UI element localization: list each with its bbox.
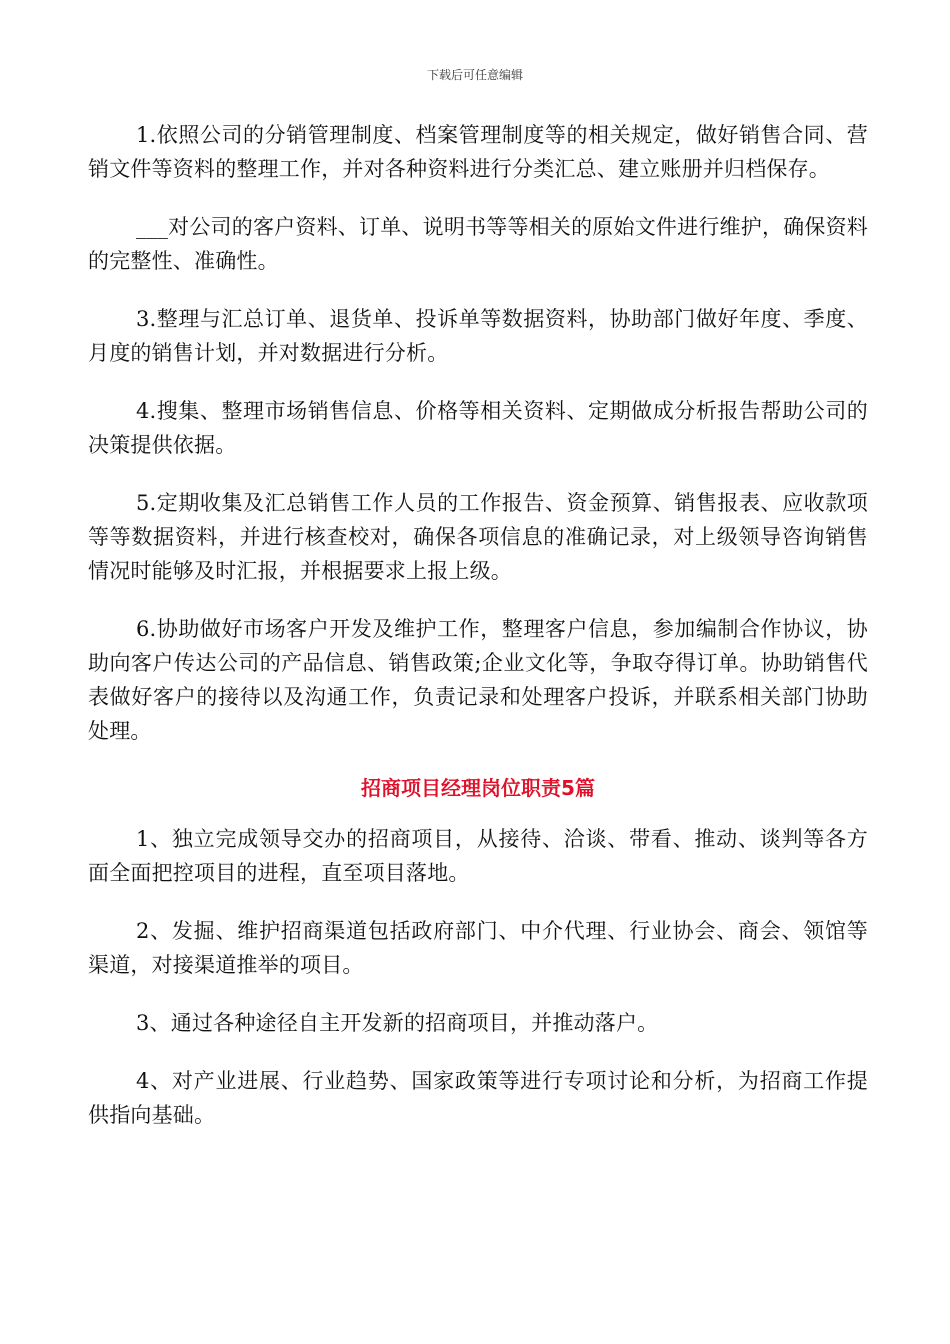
- paragraph-investment-4: 4、对产业进展、行业趋势、国家政策等进行专项讨论和分析，为招商工作提供指向基础。: [88, 1069, 868, 1127]
- page-header: 下载后可任意编辑: [426, 68, 523, 82]
- paragraph-duty-2: ___对公司的客户资料、订单、说明书等等相关的原始文件进行维护，确保资料的完整性、准确性。: [88, 215, 868, 273]
- paragraph-duty-5: 5.定期收集及汇总销售工作人员的工作报告、资金预算、销售报表、应收款项等等数据资料，并进行核查校对，确保各项信息的准确记录，对上级领导咨询销售情况时能够及时汇报，并根据要求上报上级。: [88, 491, 868, 583]
- paragraph-duty-1: 1.依照公司的分销管理制度、档案管理制度等的相关规定，做好销售合同、营销文件等资料的整理工作，并对各种资料进行分类汇总、建立账册并归档保存。: [88, 123, 868, 181]
- paragraph-duty-3: 3.整理与汇总订单、退货单、投诉单等数据资料，协助部门做好年度、季度、月度的销售计划，并对数据进行分析。: [88, 307, 868, 365]
- section-title: 招商项目经理岗位职责5篇: [361, 776, 595, 800]
- paragraph-investment-3: 3、通过各种途径自主开发新的招商项目，并推动落户。: [136, 1011, 659, 1035]
- paragraph-duty-6: 6.协助做好市场客户开发及维护工作，整理客户信息，参加编制合作协议，协助向客户传达公司的产品信息、销售政策;企业文化等，争取夺得订单。协助销售代表做好客户的接待以及沟通工作，负责记录和处理客户投诉，并联系相关部门协助处理。: [88, 617, 868, 743]
- document-body: [88, 118, 868, 1156]
- paragraph-investment-2: 2、发掘、维护招商渠道包括政府部门、中介代理、行业协会、商会、领馆等渠道，对接渠道推举的项目。: [88, 919, 868, 977]
- paragraph-investment-1: 1、独立完成领导交办的招商项目，从接待、洽谈、带看、推动、谈判等各方面全面把控项目的进程，直至项目落地。: [88, 827, 868, 885]
- paragraph-duty-4: 4.搜集、整理市场销售信息、价格等相关资料、定期做成分析报告帮助公司的决策提供依据。: [88, 399, 868, 457]
